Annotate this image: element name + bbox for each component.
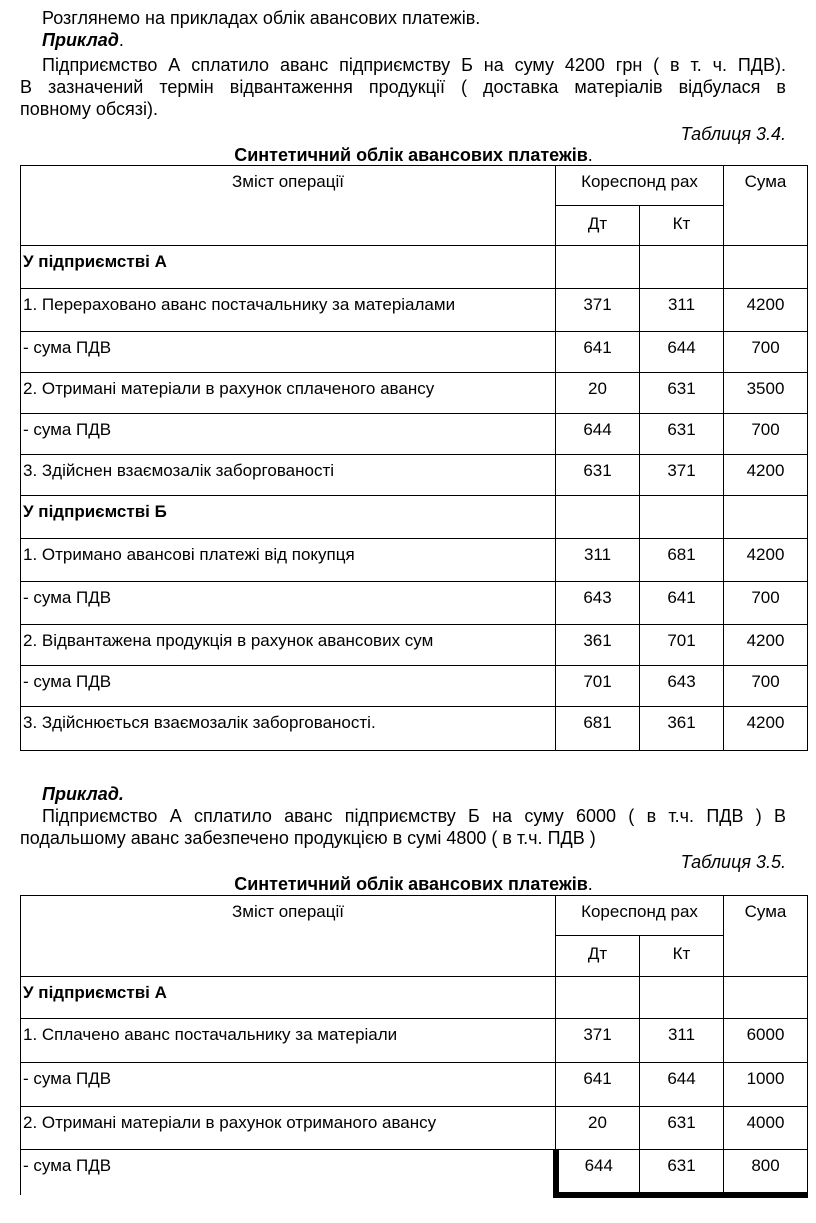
debit-cell: 311 xyxy=(556,539,640,582)
table-row xyxy=(21,373,808,414)
table1-title xyxy=(20,145,807,166)
example1-text-line1: Підприємство А сплатило аванс підприємству Б на суму 4200 грн ( в т. ч. ПДВ). xyxy=(42,55,786,75)
example1-heading xyxy=(42,30,786,51)
header-operation: Зміст операції xyxy=(21,166,556,246)
debit-cell: 641 xyxy=(556,1063,640,1107)
table-3-5 xyxy=(20,895,808,1198)
credit-cell: 681 xyxy=(640,539,724,582)
sum-cell: 4200 xyxy=(724,625,808,666)
table1-title-suffix: . xyxy=(587,145,593,165)
example1-text-line3: повному обсязі). xyxy=(20,99,158,119)
debit-cell: 371 xyxy=(556,289,640,332)
debit-cell: 20 xyxy=(556,373,640,414)
section-label: У підприємстві А xyxy=(21,977,556,1019)
sum-cell: 1000 xyxy=(724,1063,808,1107)
operation-cell: 1. Отримано авансові платежі від покупця xyxy=(21,539,556,582)
debit-cell: 641 xyxy=(556,332,640,373)
operation-cell: 3. Здійснюється взаємозалік заборгованості. xyxy=(21,707,556,751)
operation-cell: - сума ПДВ xyxy=(21,666,556,707)
table1-header-row xyxy=(21,166,808,206)
table-row xyxy=(21,1107,808,1150)
credit-cell: 631 xyxy=(640,1107,724,1150)
table1-section-a-row xyxy=(21,246,808,289)
table-row xyxy=(21,539,808,582)
header-correspondence: Кореспонд рах xyxy=(556,166,724,206)
credit-cell: 371 xyxy=(640,455,724,496)
example2-text-line1: Підприємство А сплатило аванс підприємству Б на суму 6000 ( в т.ч. ПДВ ) В xyxy=(42,806,786,826)
sum-cell: 700 xyxy=(724,414,808,455)
debit-cell: 361 xyxy=(556,625,640,666)
table1-number: Таблиця 3.4. xyxy=(680,124,786,144)
operation-cell: 3. Здійснен взаємозалік заборгованості xyxy=(21,455,556,496)
table2-section-a-row xyxy=(21,977,808,1019)
table-row xyxy=(21,1063,808,1107)
operation-cell: - сума ПДВ xyxy=(21,1150,556,1195)
credit-cell: 631 xyxy=(640,373,724,414)
header-correspondence: Кореспонд рах xyxy=(556,896,724,936)
credit-cell: 631 xyxy=(640,414,724,455)
debit-cell: 644 xyxy=(556,1150,640,1195)
debit-cell: 681 xyxy=(556,707,640,751)
operation-cell: 2. Отримані матеріали в рахунок отриманого авансу xyxy=(21,1107,556,1150)
header-operation: Зміст операції xyxy=(21,896,556,977)
table1-section-b-row xyxy=(21,496,808,539)
debit-cell: 644 xyxy=(556,414,640,455)
sum-cell: 4200 xyxy=(724,289,808,332)
table-row xyxy=(21,582,808,625)
credit-cell: 311 xyxy=(640,289,724,332)
table-row xyxy=(21,666,808,707)
table-row xyxy=(21,1019,808,1063)
example1-text-line2: В зазначений термін відвантаження продукції ( доставка матеріалів відбулася в xyxy=(20,77,786,97)
sum-cell: 700 xyxy=(724,582,808,625)
header-credit: Кт xyxy=(640,936,724,977)
operation-cell: 1. Перераховано аванс постачальнику за матеріалами xyxy=(21,289,556,332)
credit-cell: 643 xyxy=(640,666,724,707)
credit-cell: 644 xyxy=(640,332,724,373)
table-row xyxy=(21,625,808,666)
operation-cell: - сума ПДВ xyxy=(21,582,556,625)
credit-cell: 361 xyxy=(640,707,724,751)
sum-cell: 4200 xyxy=(724,539,808,582)
table-row xyxy=(21,455,808,496)
operation-cell: - сума ПДВ xyxy=(21,414,556,455)
debit-cell: 631 xyxy=(556,455,640,496)
operation-cell: 1. Сплачено аванс постачальнику за матеріали xyxy=(21,1019,556,1063)
table-3-4 xyxy=(20,165,808,751)
sum-cell: 6000 xyxy=(724,1019,808,1063)
table-row xyxy=(21,707,808,751)
operation-cell: - сума ПДВ xyxy=(21,332,556,373)
operation-cell: 2. Отримані матеріали в рахунок сплаченого авансу xyxy=(21,373,556,414)
credit-cell: 644 xyxy=(640,1063,724,1107)
section-label: У підприємстві Б xyxy=(21,496,556,539)
section-label: У підприємстві А xyxy=(21,246,556,289)
credit-cell: 631 xyxy=(640,1150,724,1195)
table2-number: Таблиця 3.5. xyxy=(680,852,786,872)
table-row xyxy=(21,1150,808,1195)
sum-cell: 700 xyxy=(724,666,808,707)
example2-label: Приклад. xyxy=(42,784,124,804)
header-debit: Дт xyxy=(556,206,640,246)
header-sum: Сума xyxy=(724,896,808,977)
table-row xyxy=(21,414,808,455)
sum-cell: 800 xyxy=(724,1150,808,1195)
credit-cell: 701 xyxy=(640,625,724,666)
debit-cell: 701 xyxy=(556,666,640,707)
table2-title-text: Синтетичний облік авансових платежів xyxy=(234,874,588,894)
sum-cell: 3500 xyxy=(724,373,808,414)
table2-title xyxy=(20,874,807,895)
debit-cell: 643 xyxy=(556,582,640,625)
sum-cell: 4200 xyxy=(724,455,808,496)
sum-cell: 700 xyxy=(724,332,808,373)
header-credit: Кт xyxy=(640,206,724,246)
sum-cell: 4200 xyxy=(724,707,808,751)
example1-label: Приклад xyxy=(42,30,119,50)
credit-cell: 641 xyxy=(640,582,724,625)
debit-cell: 20 xyxy=(556,1107,640,1150)
example2-text-line2: подальшому аванс забезпечено продукцією в сумі 4800 ( в т.ч. ПДВ ) xyxy=(20,828,596,848)
sum-cell: 4000 xyxy=(724,1107,808,1150)
operation-cell: - сума ПДВ xyxy=(21,1063,556,1107)
header-sum: Сума xyxy=(724,166,808,246)
table1-title-text: Синтетичний облік авансових платежів xyxy=(234,145,588,165)
table2-header-row xyxy=(21,896,808,936)
table-row xyxy=(21,289,808,332)
header-debit: Дт xyxy=(556,936,640,977)
example1-label-suffix: . xyxy=(118,30,124,50)
debit-cell: 371 xyxy=(556,1019,640,1063)
credit-cell: 311 xyxy=(640,1019,724,1063)
intro-text: Розглянемо на прикладах облік авансових платежів. xyxy=(42,8,481,28)
operation-cell: 2. Відвантажена продукція в рахунок авансових сум xyxy=(21,625,556,666)
table2-title-suffix: . xyxy=(587,874,593,894)
table-row xyxy=(21,332,808,373)
